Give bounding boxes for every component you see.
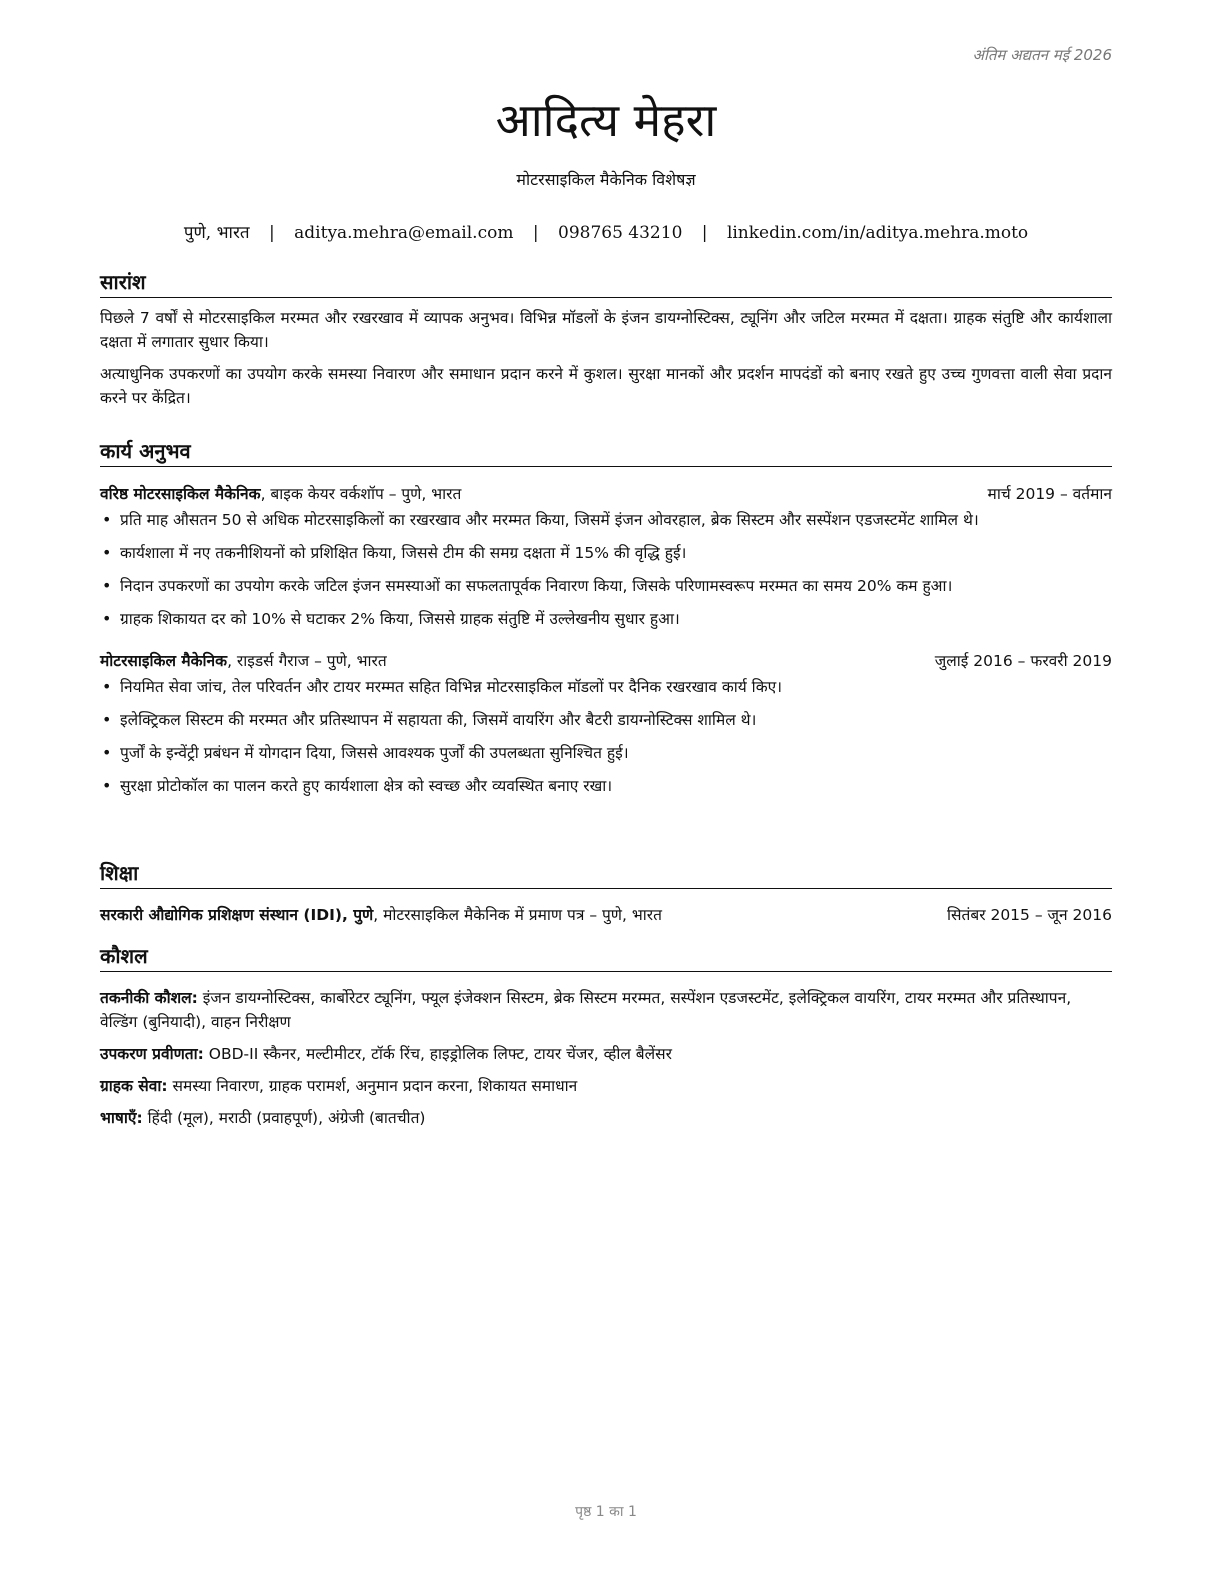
contact-phone[interactable]: 098765 43210 (558, 223, 683, 243)
page-number: पृष्ठ 1 का 1 (575, 1504, 637, 1520)
candidate-name: आदित्य मेहरा (495, 93, 717, 147)
contact-separator: | (701, 223, 708, 243)
summary-paragraph: अत्याधुनिक उपकरणों का उपयोग करके समस्या निवारण और समाधान प्रदान करने में कुशल। सुरक्षा मानकों और प्रदर्शन मापदंडों को बनाए रखते हुए उच्च गुणवत्ता वाली सेवा प्रदान करने पर केंद्रित। (100, 365, 1112, 407)
list-item: • पुर्जों के इन्वेंट्री प्रबंधन में योगदान दिया, जिससे आवश्यक पुर्जों की उपलब्धता सुनिश्चित हुई। (100, 741, 1112, 765)
job-dates: मार्च 2019 – वर्तमान (987, 485, 1112, 503)
contact-linkedin[interactable]: linkedin.com/in/aditya.mehra.moto (726, 223, 1029, 243)
job-role-line (100, 482, 461, 506)
summary-section (100, 270, 1112, 410)
job-dates: जुलाई 2016 – फरवरी 2019 (934, 652, 1112, 670)
skill-row (100, 986, 1112, 1034)
section-title-summary: सारांश (100, 270, 1112, 298)
resume-page (100, 0, 1112, 1584)
job-employer: , बाइक केयर वर्कशॉप – पुणे, भारत (260, 485, 462, 503)
contact-line (100, 220, 1112, 243)
section-title-skills: कौशल (100, 944, 1112, 972)
contact-email[interactable]: aditya.mehra@email.com (294, 223, 514, 243)
job-bullets (100, 508, 1112, 631)
skill-label: उपकरण प्रवीणता: (100, 1045, 204, 1063)
list-item: • निदान उपकरणों का उपयोग करके जटिल इंजन समस्याओं का सफलतापूर्वक निवारण किया, जिसके परिणामस्वरूप मरम्मत का समय 20% कम हुआ। (100, 574, 1112, 598)
education-detail: , मोटरसाइकिल मैकेनिक में प्रमाण पत्र – पुणे, भारत (373, 906, 662, 924)
list-item: • प्रति माह औसतन 50 से अधिक मोटरसाइकिलों का रखरखाव और मरम्मत किया, जिसमें इंजन ओवरहाल, ब्रेक सिस्टम और सस्पेंशन एडजस्टमेंट शामिल थे। (100, 508, 1112, 532)
section-title-experience: कार्य अनुभव (100, 439, 1112, 467)
skill-row (100, 1106, 1112, 1130)
summary-paragraph: पिछले 7 वर्षों से मोटरसाइकिल मरम्मत और रखरखाव में व्यापक अनुभव। विभिन्न मॉडलों के इंजन डायग्नोस्टिक्स, ट्यूनिंग और जटिल मरम्मत में दक्षता। ग्राहक संतुष्टि और कार्यशाला दक्षता में लगातार सुधार किया। (100, 309, 1112, 351)
skill-label: भाषाएँ: (100, 1109, 143, 1127)
skill-value: इंजन डायग्नोस्टिक्स, कार्बोरेटर ट्यूनिंग, फ्यूल इंजेक्शन सिस्टम, ब्रेक सिस्टम मरम्मत, सस्पेंशन एडजस्टमेंट, इलेक्ट्रिकल वायरिंग, टायर मरम्मत और प्रतिस्थापन, वेल्डिंग (बुनियादी), वाहन निरीक्षण (100, 989, 1072, 1031)
education-entry (100, 903, 1112, 927)
skill-row (100, 1074, 1112, 1098)
job-employer: , राइडर्स गैराज – पुणे, भारत (227, 652, 387, 670)
contact-separator: | (532, 223, 539, 243)
skill-value: OBD-II स्कैनर, मल्टीमीटर, टॉर्क रिंच, हाइड्रोलिक लिफ्ट, टायर चेंजर, व्हील बैलेंसर (203, 1045, 672, 1063)
education-institution: सरकारी औद्योगिक प्रशिक्षण संस्थान (IDI), पुणे (100, 906, 374, 924)
skill-value: समस्या निवारण, ग्राहक परामर्श, अनुमान प्रदान करना, शिकायत समाधान (167, 1077, 578, 1095)
skills-section (100, 944, 1112, 1130)
last-updated: अंतिम अद्यतन मई 2026 (972, 46, 1112, 64)
education-section (100, 861, 1112, 927)
list-item: • नियमित सेवा जांच, तेल परिवर्तन और टायर मरम्मत सहित विभिन्न मोटरसाइकिल मॉडलों पर दैनिक रखरखाव कार्य किए। (100, 675, 1112, 699)
contact-location: पुणे, भारत (183, 223, 250, 243)
job-role-line (100, 649, 387, 673)
job-title: मोटरसाइकिल मैकेनिक विशेषज्ञ (516, 170, 696, 189)
job-header (100, 482, 1112, 506)
list-item: • सुरक्षा प्रोटोकॉल का पालन करते हुए कार्यशाला क्षेत्र को स्वच्छ और व्यवस्थित बनाए रखा। (100, 774, 1112, 798)
list-item: • इलेक्ट्रिकल सिस्टम की मरम्मत और प्रतिस्थापन में सहायता की, जिसमें वायरिंग और बैटरी डायग्नोस्टिक्स शामिल थे। (100, 708, 1112, 732)
list-item: • कार्यशाला में नए तकनीशियनों को प्रशिक्षित किया, जिससे टीम की समग्र दक्षता में 15% की वृद्धि हुई। (100, 541, 1112, 565)
skill-row (100, 1042, 1112, 1066)
job-bullets (100, 675, 1112, 798)
education-dates: सितंबर 2015 – जून 2016 (947, 906, 1112, 924)
skill-label: ग्राहक सेवा: (100, 1077, 168, 1095)
job-role: वरिष्ठ मोटरसाइकिल मैकेनिक (100, 485, 261, 503)
contact-separator: | (269, 223, 275, 243)
skill-label: तकनीकी कौशल: (100, 989, 198, 1007)
job-role: मोटरसाइकिल मैकेनिक (100, 652, 228, 670)
education-line (100, 903, 662, 927)
list-item: • ग्राहक शिकायत दर को 10% से घटाकर 2% किया, जिससे ग्राहक संतुष्टि में उल्लेखनीय सुधार हुआ। (100, 607, 1112, 631)
job-header (100, 649, 1112, 673)
skill-value: हिंदी (मूल), मराठी (प्रवाहपूर्ण), अंग्रेजी (बातचीत) (142, 1109, 426, 1127)
section-title-education: शिक्षा (100, 861, 1112, 889)
experience-section (100, 439, 1112, 807)
